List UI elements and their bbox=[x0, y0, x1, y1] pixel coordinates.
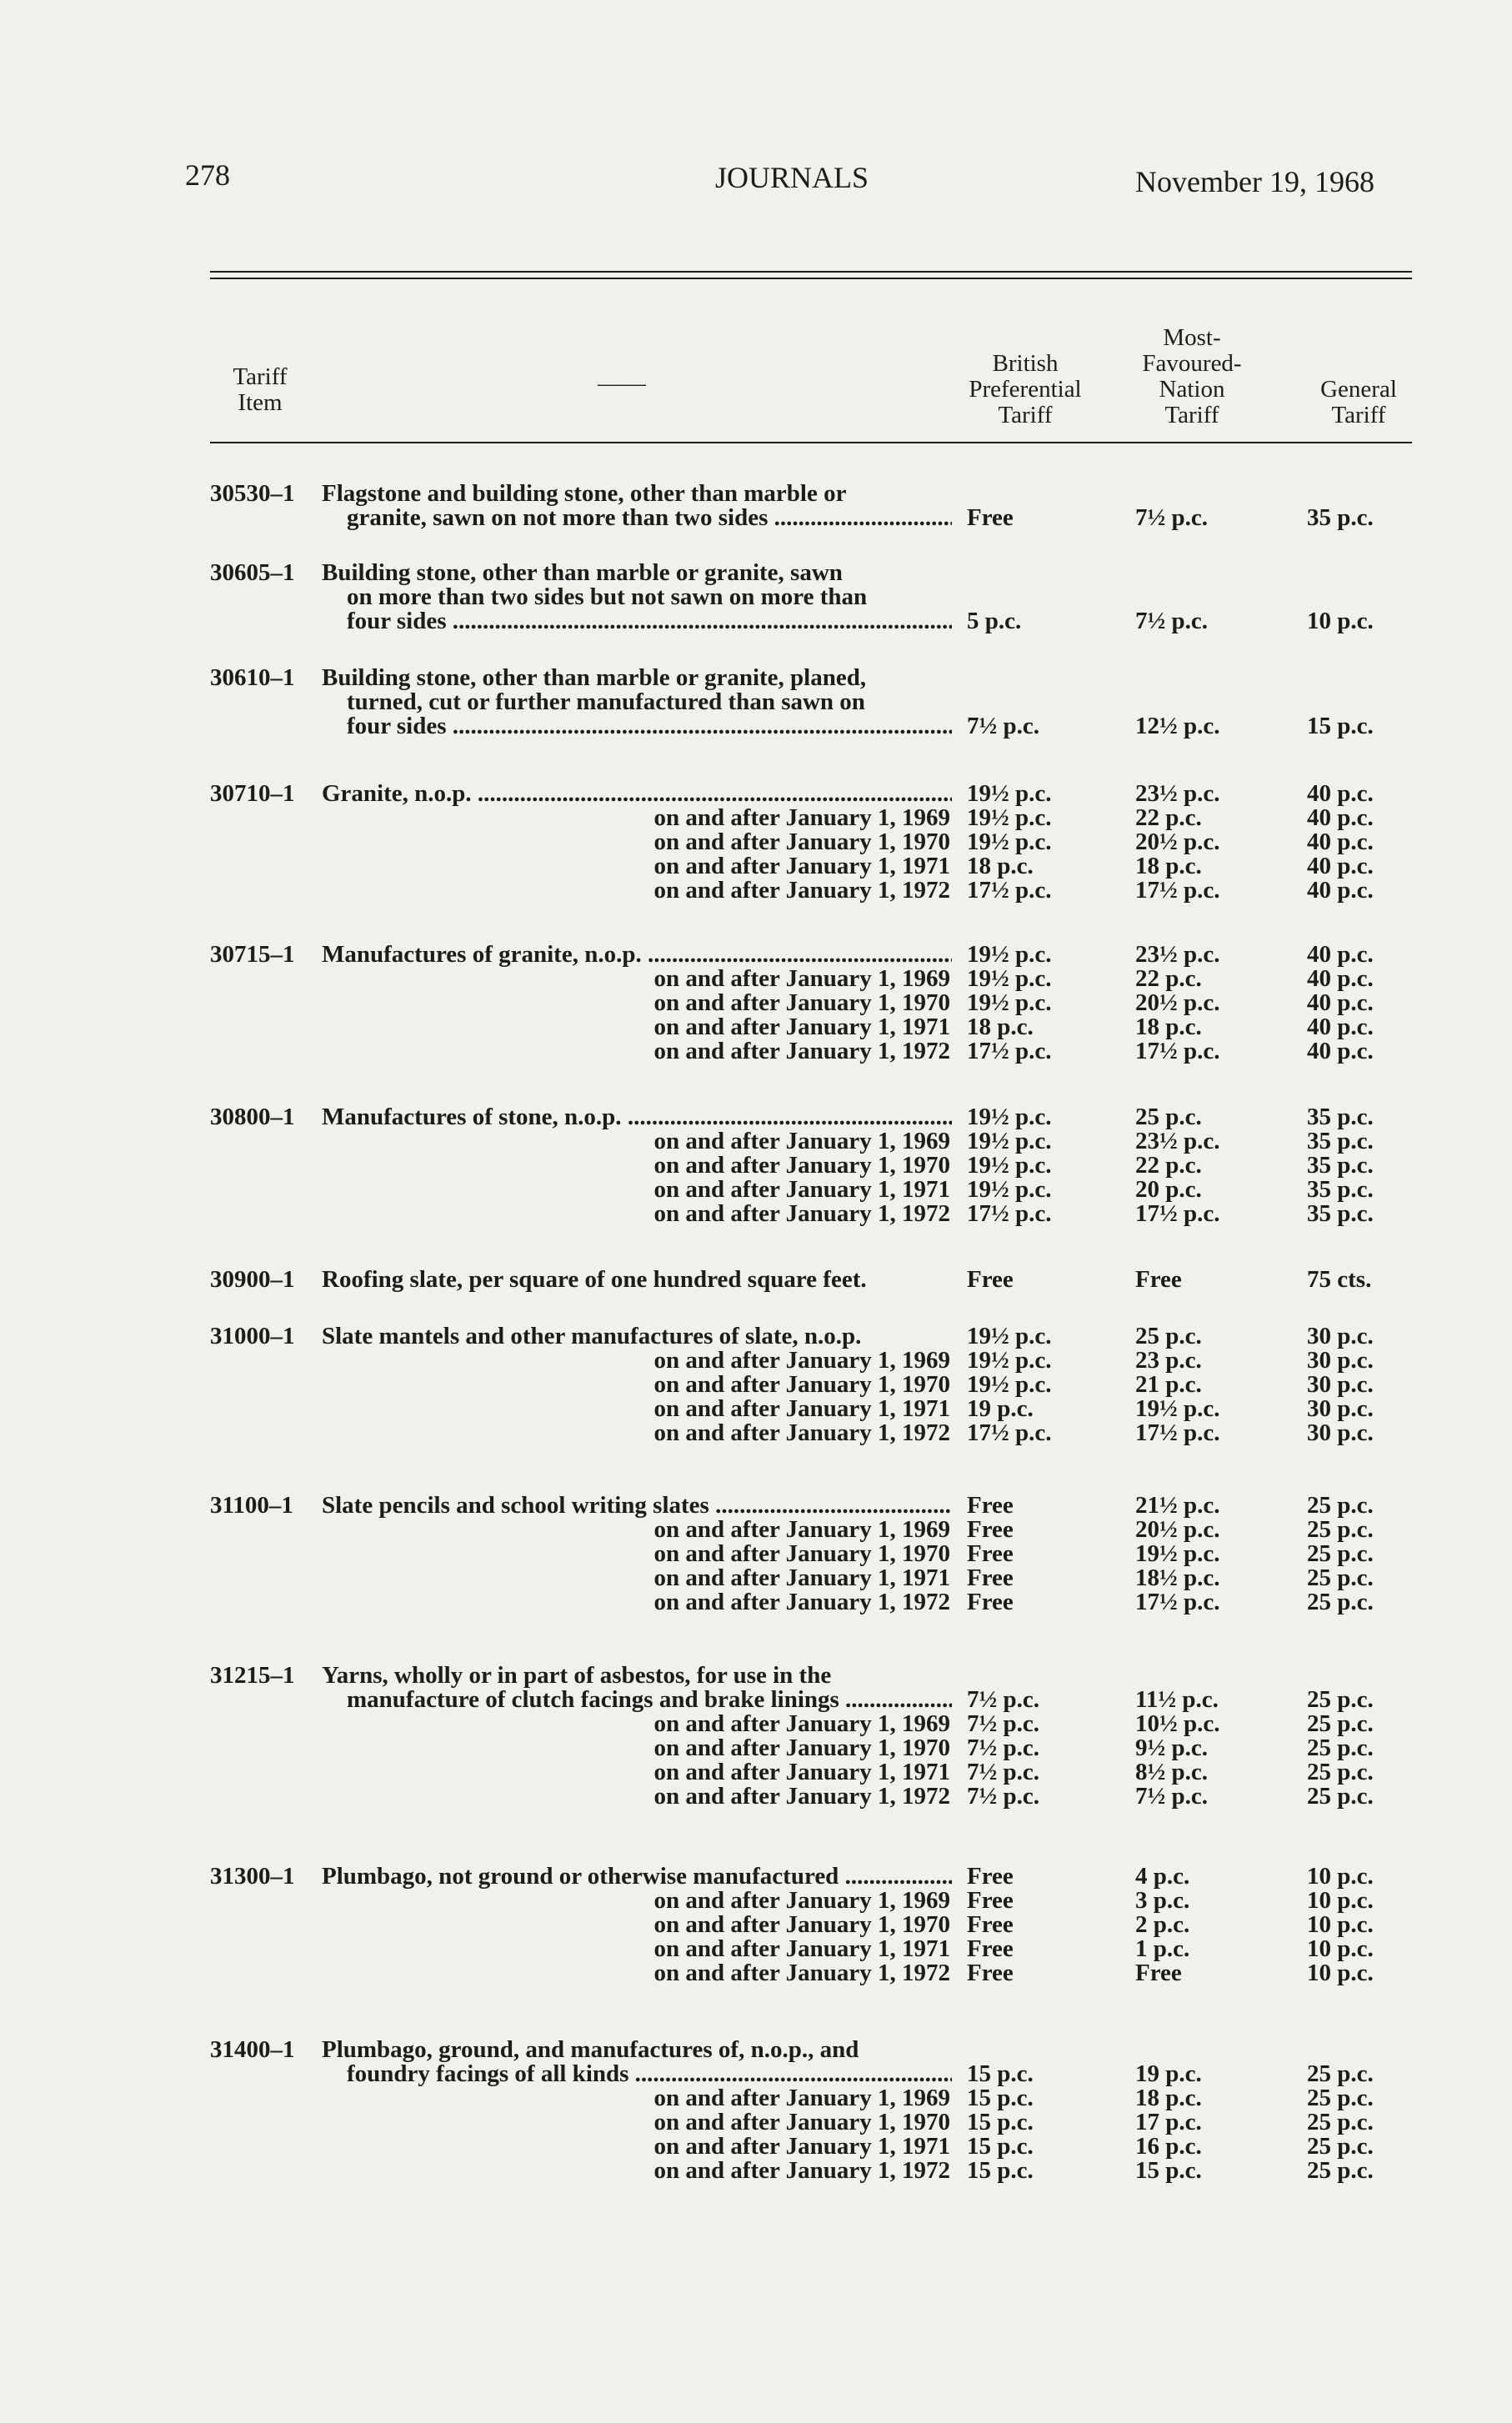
entry-line bbox=[0, 879, 1512, 903]
british-preferential-rate: 7½ p.c. bbox=[967, 1783, 1039, 1810]
effective-date: on and after January 1, 1972 bbox=[653, 1960, 950, 1986]
british-preferential-rate: 19½ p.c. bbox=[967, 1128, 1052, 1154]
mfn-rate: 20½ p.c. bbox=[1135, 1516, 1220, 1543]
british-preferential-rate: 17½ p.c. bbox=[967, 877, 1052, 904]
british-preferential-rate: Free bbox=[967, 1492, 1014, 1519]
general-rate: 35 p.c. bbox=[1307, 1128, 1374, 1154]
col-general-line: General bbox=[1320, 376, 1397, 403]
british-preferential-rate: 18 p.c. bbox=[967, 853, 1034, 879]
entry-line bbox=[0, 1105, 1512, 1129]
british-preferential-rate: 19½ p.c. bbox=[967, 989, 1052, 1016]
tariff-entry bbox=[0, 666, 1512, 738]
col-tariff-item-line: Tariff bbox=[233, 363, 288, 390]
mfn-rate: 17½ p.c. bbox=[1135, 1038, 1220, 1064]
entry-line bbox=[0, 2159, 1512, 2183]
entry-line bbox=[0, 585, 1512, 609]
column-heading-rule bbox=[210, 442, 1412, 443]
mfn-rate: 21 p.c. bbox=[1135, 1371, 1202, 1398]
general-rate: 35 p.c. bbox=[1307, 1104, 1374, 1130]
general-rate: 25 p.c. bbox=[1307, 1759, 1374, 1785]
british-preferential-rate: 5 p.c. bbox=[967, 608, 1022, 634]
entry-line bbox=[0, 806, 1512, 830]
item-description: manufacture of clutch facings and brake linings ..... bbox=[347, 1688, 952, 1712]
effective-date: on and after January 1, 1972 bbox=[653, 2157, 950, 2184]
tariff-entry bbox=[0, 1105, 1512, 1226]
effective-date: on and after January 1, 1970 bbox=[653, 1735, 950, 1761]
mfn-rate: 23½ p.c. bbox=[1135, 780, 1220, 807]
effective-date: on and after January 1, 1971 bbox=[653, 1935, 950, 1962]
tariff-entry bbox=[0, 1865, 1512, 1985]
page-number: 278 bbox=[185, 158, 230, 192]
british-preferential-rate: Free bbox=[967, 1589, 1014, 1615]
entry-line bbox=[0, 1202, 1512, 1226]
british-preferential-rate: 19½ p.c. bbox=[967, 1104, 1052, 1130]
col-british-line: Preferential bbox=[969, 376, 1082, 403]
col-mfn-line: Favoured- bbox=[1142, 350, 1242, 377]
effective-date: on and after January 1, 1969 bbox=[653, 1128, 950, 1154]
general-rate: 75 cts. bbox=[1307, 1266, 1372, 1293]
mfn-rate: 22 p.c. bbox=[1135, 965, 1202, 992]
general-rate: 25 p.c. bbox=[1307, 1735, 1374, 1761]
col-general bbox=[1275, 377, 1442, 428]
item-description: Plumbago, not ground or otherwise manufactured ..... bbox=[322, 1865, 952, 1889]
entry-line bbox=[0, 1688, 1512, 1712]
col-general-line: Tariff bbox=[1331, 402, 1386, 428]
entry-line bbox=[0, 830, 1512, 854]
entry-line bbox=[0, 1324, 1512, 1349]
entry-line bbox=[0, 1039, 1512, 1064]
british-preferential-rate: 19½ p.c. bbox=[967, 1176, 1052, 1203]
col-mfn-line: Most- bbox=[1163, 324, 1221, 351]
general-rate: 10 p.c. bbox=[1307, 1935, 1374, 1962]
effective-date: on and after January 1, 1971 bbox=[653, 2133, 950, 2160]
british-preferential-rate: 15 p.c. bbox=[967, 2060, 1034, 2087]
entry-line bbox=[0, 1268, 1512, 1292]
item-description: Yarns, wholly or in part of asbestos, for use in the bbox=[322, 1664, 832, 1688]
entry-line bbox=[0, 482, 1512, 506]
journal-date: November 19, 1968 bbox=[1135, 165, 1374, 198]
tariff-entry bbox=[0, 1324, 1512, 1445]
british-preferential-rate: Free bbox=[967, 1516, 1014, 1543]
mfn-rate: 8½ p.c. bbox=[1135, 1759, 1208, 1785]
effective-date: on and after January 1, 1971 bbox=[653, 1176, 950, 1203]
entry-line bbox=[0, 991, 1512, 1015]
item-description: Slate mantels and other manufactures of slate, n.o.p. bbox=[322, 1324, 862, 1349]
effective-date: on and after January 1, 1971 bbox=[653, 1395, 950, 1422]
tariff-entry bbox=[0, 782, 1512, 903]
general-rate: 40 p.c. bbox=[1307, 989, 1374, 1016]
tariff-item-number: 31000–1 bbox=[210, 1323, 295, 1349]
general-rate: 25 p.c. bbox=[1307, 1710, 1374, 1737]
tariff-entry bbox=[0, 1494, 1512, 1614]
tariff-item-number: 31100–1 bbox=[210, 1492, 293, 1519]
mfn-rate: 10½ p.c. bbox=[1135, 1710, 1220, 1737]
mfn-rate: 7½ p.c. bbox=[1135, 608, 1208, 634]
mfn-rate: 21½ p.c. bbox=[1135, 1492, 1220, 1519]
tariff-entry bbox=[0, 2038, 1512, 2183]
item-description: Roofing slate, per square of one hundred square feet. bbox=[322, 1268, 867, 1292]
british-preferential-rate: 7½ p.c. bbox=[967, 713, 1039, 739]
mfn-rate: 7½ p.c. bbox=[1135, 1783, 1208, 1810]
british-preferential-rate: 15 p.c. bbox=[967, 2133, 1034, 2160]
british-preferential-rate: 17½ p.c. bbox=[967, 1038, 1052, 1064]
entry-line bbox=[0, 1865, 1512, 1889]
col-british-line: British bbox=[992, 350, 1059, 377]
item-description: turned, cut or further manufactured than sawn on bbox=[347, 690, 865, 714]
general-rate: 40 p.c. bbox=[1307, 780, 1374, 807]
mfn-rate: 18½ p.c. bbox=[1135, 1564, 1220, 1591]
tariff-item-number: 30530–1 bbox=[210, 480, 295, 507]
mfn-rate: 17 p.c. bbox=[1135, 2109, 1202, 2135]
mfn-rate: 1 p.c. bbox=[1135, 1935, 1190, 1962]
general-rate: 25 p.c. bbox=[1307, 1564, 1374, 1591]
british-preferential-rate: Free bbox=[967, 504, 1014, 531]
entry-line bbox=[0, 506, 1512, 530]
col-description: —— bbox=[598, 370, 646, 397]
general-rate: 30 p.c. bbox=[1307, 1371, 1374, 1398]
mfn-rate: 4 p.c. bbox=[1135, 1863, 1190, 1890]
tariff-item-number: 30715–1 bbox=[210, 941, 295, 968]
entry-line bbox=[0, 666, 1512, 690]
entry-line bbox=[0, 1590, 1512, 1614]
general-rate: 25 p.c. bbox=[1307, 1686, 1374, 1713]
entry-line bbox=[0, 1349, 1512, 1373]
british-preferential-rate: 15 p.c. bbox=[967, 2157, 1034, 2184]
item-description: Slate pencils and school writing slates ..... bbox=[322, 1494, 952, 1518]
general-rate: 30 p.c. bbox=[1307, 1419, 1374, 1446]
effective-date: on and after January 1, 1969 bbox=[653, 965, 950, 992]
entry-line bbox=[0, 1712, 1512, 1736]
general-rate: 40 p.c. bbox=[1307, 965, 1374, 992]
tariff-entry bbox=[0, 1664, 1512, 1809]
entry-line bbox=[0, 1785, 1512, 1809]
mfn-rate: 19 p.c. bbox=[1135, 2060, 1202, 2087]
mfn-rate: 17½ p.c. bbox=[1135, 1419, 1220, 1446]
item-description: granite, sawn on not more than two sides ..... bbox=[347, 506, 952, 530]
general-rate: 25 p.c. bbox=[1307, 2085, 1374, 2111]
entry-line bbox=[0, 1961, 1512, 1985]
entry-line bbox=[0, 782, 1512, 806]
effective-date: on and after January 1, 1970 bbox=[653, 1540, 950, 1567]
entry-line bbox=[0, 967, 1512, 991]
british-preferential-rate: Free bbox=[967, 1960, 1014, 1986]
british-preferential-rate: Free bbox=[967, 1540, 1014, 1567]
effective-date: on and after January 1, 1971 bbox=[653, 1564, 950, 1591]
col-tariff-item bbox=[210, 364, 310, 416]
british-preferential-rate: 7½ p.c. bbox=[967, 1735, 1039, 1761]
tariff-item-number: 30605–1 bbox=[210, 559, 295, 586]
tariff-item-number: 30900–1 bbox=[210, 1266, 295, 1293]
british-preferential-rate: 19 p.c. bbox=[967, 1395, 1034, 1422]
mfn-rate: 20 p.c. bbox=[1135, 1176, 1202, 1203]
effective-date: on and after January 1, 1971 bbox=[653, 1759, 950, 1785]
british-preferential-rate: Free bbox=[967, 1887, 1014, 1914]
general-rate: 25 p.c. bbox=[1307, 1492, 1374, 1519]
entry-line bbox=[0, 1518, 1512, 1542]
entry-line bbox=[0, 1421, 1512, 1445]
mfn-rate: 15 p.c. bbox=[1135, 2157, 1202, 2184]
entry-line bbox=[0, 1015, 1512, 1039]
general-rate: 15 p.c. bbox=[1307, 713, 1374, 739]
general-rate: 10 p.c. bbox=[1307, 1960, 1374, 1986]
mfn-rate: 23 p.c. bbox=[1135, 1347, 1202, 1374]
effective-date: on and after January 1, 1972 bbox=[653, 1200, 950, 1227]
mfn-rate: 19½ p.c. bbox=[1135, 1540, 1220, 1567]
general-rate: 30 p.c. bbox=[1307, 1347, 1374, 1374]
general-rate: 40 p.c. bbox=[1307, 877, 1374, 904]
tariff-item-number: 31215–1 bbox=[210, 1662, 295, 1689]
effective-date: on and after January 1, 1969 bbox=[653, 2085, 950, 2111]
mfn-rate: 2 p.c. bbox=[1135, 1911, 1190, 1938]
general-rate: 10 p.c. bbox=[1307, 608, 1374, 634]
entry-line bbox=[0, 854, 1512, 879]
effective-date: on and after January 1, 1972 bbox=[653, 1419, 950, 1446]
mfn-rate: 7½ p.c. bbox=[1135, 504, 1208, 531]
col-british-line: Tariff bbox=[998, 402, 1053, 428]
general-rate: 25 p.c. bbox=[1307, 2109, 1374, 2135]
entry-line bbox=[0, 1542, 1512, 1566]
item-description: on more than two sides but not sawn on more than bbox=[347, 585, 868, 609]
general-rate: 30 p.c. bbox=[1307, 1323, 1374, 1349]
mfn-rate: 18 p.c. bbox=[1135, 853, 1202, 879]
british-preferential-rate: 15 p.c. bbox=[967, 2109, 1034, 2135]
entry-line bbox=[0, 2062, 1512, 2086]
mfn-rate: 18 p.c. bbox=[1135, 1014, 1202, 1040]
mfn-rate: 17½ p.c. bbox=[1135, 1589, 1220, 1615]
item-description: Granite, n.o.p. ..... bbox=[322, 782, 952, 806]
entry-line bbox=[0, 2110, 1512, 2135]
mfn-rate: 20½ p.c. bbox=[1135, 829, 1220, 855]
british-preferential-rate: 19½ p.c. bbox=[967, 1152, 1052, 1179]
mfn-rate: 18 p.c. bbox=[1135, 2085, 1202, 2111]
col-tariff-item-line: Item bbox=[238, 389, 283, 416]
entry-line bbox=[0, 1178, 1512, 1202]
effective-date: on and after January 1, 1971 bbox=[653, 1014, 950, 1040]
effective-date: on and after January 1, 1970 bbox=[653, 1911, 950, 1938]
tariff-item-number: 30710–1 bbox=[210, 780, 295, 807]
item-description: Plumbago, ground, and manufactures of, n.o.p., and bbox=[322, 2038, 859, 2062]
mfn-rate: 12½ p.c. bbox=[1135, 713, 1220, 739]
item-description: four sides ..... bbox=[347, 714, 952, 738]
item-description: Building stone, other than marble or granite, planed, bbox=[322, 666, 867, 690]
british-preferential-rate: 19½ p.c. bbox=[967, 1347, 1052, 1374]
mfn-rate: 25 p.c. bbox=[1135, 1104, 1202, 1130]
general-rate: 40 p.c. bbox=[1307, 804, 1374, 831]
effective-date: on and after January 1, 1971 bbox=[653, 853, 950, 879]
entry-line bbox=[0, 1494, 1512, 1518]
tariff-item-number: 31400–1 bbox=[210, 2036, 295, 2063]
british-preferential-rate: Free bbox=[967, 1935, 1014, 1962]
mfn-rate: 17½ p.c. bbox=[1135, 877, 1220, 904]
british-preferential-rate: 17½ p.c. bbox=[967, 1419, 1052, 1446]
british-preferential-rate: 19½ p.c. bbox=[967, 780, 1052, 807]
mfn-rate: 23½ p.c. bbox=[1135, 1128, 1220, 1154]
entry-line bbox=[0, 690, 1512, 714]
item-description: foundry facings of all kinds ..... bbox=[347, 2062, 952, 2086]
entry-line bbox=[0, 2135, 1512, 2159]
mfn-rate: 3 p.c. bbox=[1135, 1887, 1190, 1914]
effective-date: on and after January 1, 1969 bbox=[653, 1516, 950, 1543]
effective-date: on and after January 1, 1969 bbox=[653, 804, 950, 831]
item-description: Flagstone and building stone, other than marble or bbox=[322, 482, 847, 506]
effective-date: on and after January 1, 1969 bbox=[653, 1347, 950, 1374]
british-preferential-rate: 19½ p.c. bbox=[967, 829, 1052, 855]
entry-line bbox=[0, 1154, 1512, 1178]
mfn-rate: 25 p.c. bbox=[1135, 1323, 1202, 1349]
entry-line bbox=[0, 1937, 1512, 1961]
effective-date: on and after January 1, 1970 bbox=[653, 829, 950, 855]
general-rate: 40 p.c. bbox=[1307, 1014, 1374, 1040]
general-rate: 35 p.c. bbox=[1307, 1152, 1374, 1179]
mfn-rate: 11½ p.c. bbox=[1135, 1686, 1219, 1713]
entry-line bbox=[0, 714, 1512, 738]
journal-title: JOURNALS bbox=[715, 161, 869, 194]
general-rate: 35 p.c. bbox=[1307, 1176, 1374, 1203]
general-rate: 35 p.c. bbox=[1307, 1200, 1374, 1227]
mfn-rate: 20½ p.c. bbox=[1135, 989, 1220, 1016]
british-preferential-rate: 19½ p.c. bbox=[967, 941, 1052, 968]
general-rate: 10 p.c. bbox=[1307, 1887, 1374, 1914]
entry-line bbox=[0, 2038, 1512, 2062]
british-preferential-rate: Free bbox=[967, 1911, 1014, 1938]
british-preferential-rate: 7½ p.c. bbox=[967, 1686, 1039, 1713]
general-rate: 25 p.c. bbox=[1307, 2133, 1374, 2160]
british-preferential-rate: 7½ p.c. bbox=[967, 1710, 1039, 1737]
british-preferential-rate: Free bbox=[967, 1863, 1014, 1890]
effective-date: on and after January 1, 1969 bbox=[653, 1887, 950, 1914]
tariff-item-number: 30610–1 bbox=[210, 664, 295, 691]
col-mfn-line: Tariff bbox=[1164, 402, 1219, 428]
general-rate: 10 p.c. bbox=[1307, 1863, 1374, 1890]
entry-line bbox=[0, 1664, 1512, 1688]
tariff-entry bbox=[0, 943, 1512, 1064]
british-preferential-rate: Free bbox=[967, 1564, 1014, 1591]
tariff-entry bbox=[0, 561, 1512, 633]
entry-line bbox=[0, 2086, 1512, 2110]
entry-line bbox=[0, 943, 1512, 967]
british-preferential-rate: 19½ p.c. bbox=[967, 1323, 1052, 1349]
entry-line bbox=[0, 1913, 1512, 1937]
general-rate: 40 p.c. bbox=[1307, 1038, 1374, 1064]
entry-line bbox=[0, 1397, 1512, 1421]
entry-line bbox=[0, 1760, 1512, 1785]
general-rate: 25 p.c. bbox=[1307, 2060, 1374, 2087]
general-rate: 10 p.c. bbox=[1307, 1911, 1374, 1938]
item-description: Manufactures of stone, n.o.p. ..... bbox=[322, 1105, 952, 1129]
british-preferential-rate: 19½ p.c. bbox=[967, 1371, 1052, 1398]
british-preferential-rate: 15 p.c. bbox=[967, 2085, 1034, 2111]
entry-line bbox=[0, 1889, 1512, 1913]
item-description: four sides ..... bbox=[347, 609, 952, 633]
general-rate: 40 p.c. bbox=[1307, 853, 1374, 879]
effective-date: on and after January 1, 1972 bbox=[653, 1589, 950, 1615]
item-description: Manufactures of granite, n.o.p. ..... bbox=[322, 943, 952, 967]
effective-date: on and after January 1, 1972 bbox=[653, 877, 950, 904]
entry-line bbox=[0, 1566, 1512, 1590]
entry-line bbox=[0, 1736, 1512, 1760]
effective-date: on and after January 1, 1970 bbox=[653, 2109, 950, 2135]
mfn-rate: 17½ p.c. bbox=[1135, 1200, 1220, 1227]
tariff-item-number: 31300–1 bbox=[210, 1863, 295, 1890]
general-rate: 25 p.c. bbox=[1307, 2157, 1374, 2184]
general-rate: 40 p.c. bbox=[1307, 941, 1374, 968]
mfn-rate: 16 p.c. bbox=[1135, 2133, 1202, 2160]
british-preferential-rate: 17½ p.c. bbox=[967, 1200, 1052, 1227]
mfn-rate: 19½ p.c. bbox=[1135, 1395, 1220, 1422]
entry-line bbox=[0, 609, 1512, 633]
effective-date: on and after January 1, 1970 bbox=[653, 1152, 950, 1179]
general-rate: 25 p.c. bbox=[1307, 1783, 1374, 1810]
effective-date: on and after January 1, 1969 bbox=[653, 1710, 950, 1737]
mfn-rate: 22 p.c. bbox=[1135, 1152, 1202, 1179]
british-preferential-rate: 19½ p.c. bbox=[967, 965, 1052, 992]
british-preferential-rate: 18 p.c. bbox=[967, 1014, 1034, 1040]
entry-line bbox=[0, 561, 1512, 585]
effective-date: on and after January 1, 1970 bbox=[653, 989, 950, 1016]
tariff-entry bbox=[0, 1268, 1512, 1292]
entry-line bbox=[0, 1373, 1512, 1397]
british-preferential-rate: 19½ p.c. bbox=[967, 804, 1052, 831]
mfn-rate: 22 p.c. bbox=[1135, 804, 1202, 831]
item-description: Building stone, other than marble or granite, sawn bbox=[322, 561, 843, 585]
mfn-rate: 9½ p.c. bbox=[1135, 1735, 1208, 1761]
effective-date: on and after January 1, 1972 bbox=[653, 1038, 950, 1064]
general-rate: 25 p.c. bbox=[1307, 1540, 1374, 1567]
tariff-item-number: 30800–1 bbox=[210, 1104, 295, 1130]
mfn-rate: Free bbox=[1135, 1266, 1182, 1293]
general-rate: 25 p.c. bbox=[1307, 1516, 1374, 1543]
mfn-rate: Free bbox=[1135, 1960, 1182, 1986]
col-most-favoured-nation bbox=[1109, 325, 1275, 428]
general-rate: 40 p.c. bbox=[1307, 829, 1374, 855]
col-british-preferential bbox=[942, 351, 1109, 428]
header-rule-bottom bbox=[210, 278, 1412, 279]
british-preferential-rate: 7½ p.c. bbox=[967, 1759, 1039, 1785]
general-rate: 35 p.c. bbox=[1307, 504, 1374, 531]
british-preferential-rate: Free bbox=[967, 1266, 1014, 1293]
col-mfn-line: Nation bbox=[1159, 376, 1225, 403]
header-rule-top bbox=[210, 271, 1412, 273]
tariff-entry bbox=[0, 482, 1512, 530]
effective-date: on and after January 1, 1970 bbox=[653, 1371, 950, 1398]
effective-date: on and after January 1, 1972 bbox=[653, 1783, 950, 1810]
general-rate: 30 p.c. bbox=[1307, 1395, 1374, 1422]
mfn-rate: 23½ p.c. bbox=[1135, 941, 1220, 968]
general-rate: 25 p.c. bbox=[1307, 1589, 1374, 1615]
entry-line bbox=[0, 1129, 1512, 1154]
